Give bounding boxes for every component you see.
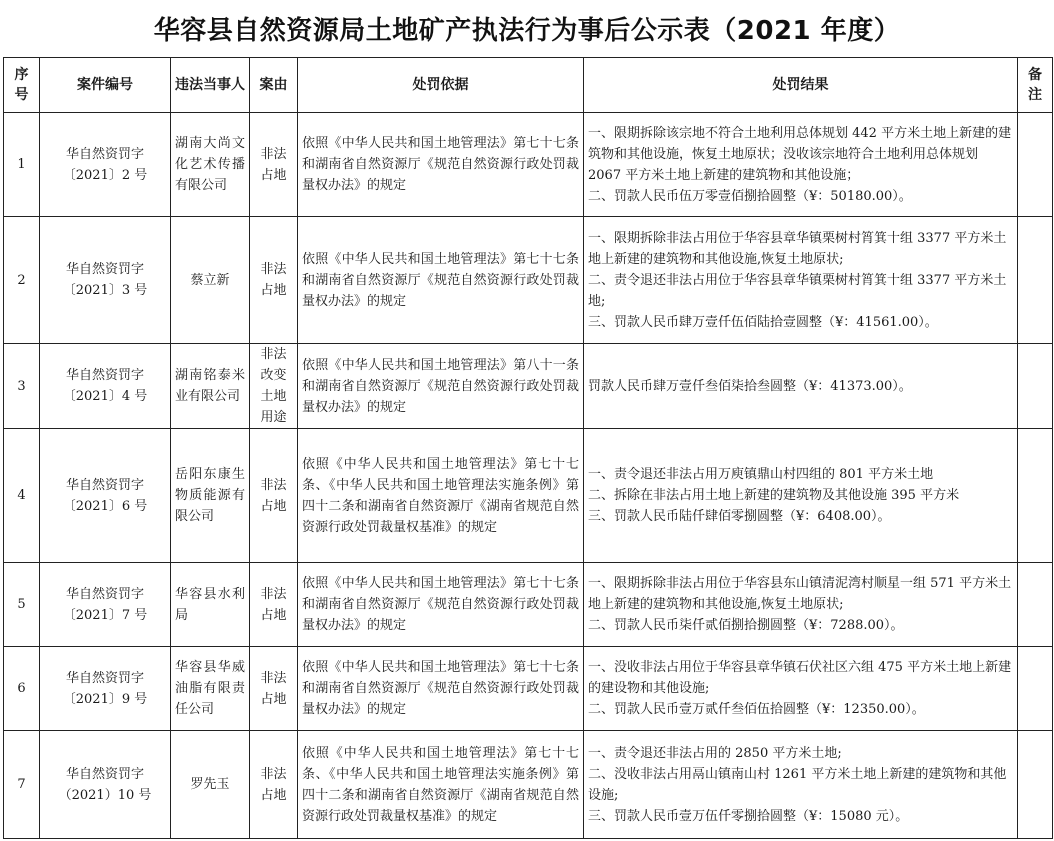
- header-result: 处罚结果: [584, 58, 1018, 113]
- cell-no: 2: [4, 217, 40, 344]
- header-no: 序号: [4, 58, 40, 113]
- cell-remark: [1018, 647, 1053, 731]
- cell-result: [584, 113, 1018, 217]
- cell-no: 5: [4, 563, 40, 647]
- result-line: 二、责令退还非法占用位于华容县章华镇栗树村筲箕十组 3377 平方米土地;: [588, 272, 1007, 309]
- cell-no: 3: [4, 344, 40, 429]
- result-line: 一、限期拆除非法占用位于华容县章华镇栗树村筲箕十组 3377 平方米土地上新建的建筑物和其他设施,恢复土地原状;: [588, 230, 1007, 267]
- result-line: 一、限期拆除该宗地不符合土地利用总体规划 442 平方米土地上新建的建筑物和其他设施，恢复土地原状；没收该宗地符合土地利用总体规划 2067 平方米土地上新建的建筑物和其他设施；: [588, 125, 1012, 183]
- cell-case-no: 华自然资罚字〔2021〕2 号: [40, 113, 171, 217]
- cell-basis: 依照《中华人民共和国土地管理法》第七十七条、《中华人民共和国土地管理法实施条例》第四十二条和湖南省自然资源厅《湖南省规范自然资源行政处罚裁量权基准》的规定: [298, 731, 584, 839]
- header-remark: 备注: [1018, 58, 1053, 113]
- cell-basis: 依照《中华人民共和国土地管理法》第七十七条和湖南省自然资源厅《规范自然资源行政处罚裁量权办法》的规定: [298, 647, 584, 731]
- result-line: 三、罚款人民币陆仟肆佰零捌圆整（¥：6408.00）。: [588, 509, 891, 524]
- table-row: [4, 647, 1053, 731]
- table-row: [4, 429, 1053, 563]
- cell-party: 蔡立新: [171, 217, 250, 344]
- cell-case-no: 华自然资罚字〔2021〕6 号: [40, 429, 171, 563]
- table-row: [4, 217, 1053, 344]
- cell-result: [584, 344, 1018, 429]
- cell-case-no: 华自然资罚字〔2021〕3 号: [40, 217, 171, 344]
- cell-remark: [1018, 113, 1053, 217]
- cell-reason: 非法占地: [250, 217, 298, 344]
- cell-no: 6: [4, 647, 40, 731]
- result-line: 二、罚款人民币壹万贰仟叁佰伍拾圆整（¥：12350.00）。: [588, 702, 925, 717]
- result-line: 二、罚款人民币柒仟贰佰捌拾捌圆整（¥：7288.00）。: [588, 618, 904, 633]
- cell-basis: 依照《中华人民共和国土地管理法》第八十一条和湖南省自然资源厅《规范自然资源行政处罚裁量权办法》的规定: [298, 344, 584, 429]
- header-party: 违法当事人: [171, 58, 250, 113]
- cell-reason: 非法占地: [250, 647, 298, 731]
- cell-basis: 依照《中华人民共和国土地管理法》第七十七条和湖南省自然资源厅《规范自然资源行政处罚裁量权办法》的规定: [298, 113, 584, 217]
- page-title: 华容县自然资源局土地矿产执法行为事后公示表（2021 年度）: [153, 16, 901, 46]
- cell-remark: [1018, 731, 1053, 839]
- cell-basis: 依照《中华人民共和国土地管理法》第七十七条、《中华人民共和国土地管理法实施条例》第四十二条和湖南省自然资源厅《湖南省规范自然资源行政处罚裁量权基准》的规定: [298, 429, 584, 563]
- result-line: 一、责令退还非法占用万庾镇鼎山村四组的 801 平方米土地: [588, 467, 934, 482]
- result-line: 一、责令退还非法占用的 2850 平方米土地;: [588, 745, 842, 761]
- cell-reason: 非法占地: [250, 113, 298, 217]
- cell-reason: 非法占地: [250, 563, 298, 647]
- cell-remark: [1018, 563, 1053, 647]
- cell-case-no: 华自然资罚字〔2021〕7 号: [40, 563, 171, 647]
- result-line: 一、没收非法占用位于华容县章华镇石伏社区六组 475 平方米土地上新建的建设物和其他设施;: [588, 660, 1012, 696]
- header-case-no: 案件编号: [40, 58, 171, 113]
- cell-party: 湖南铭泰米业有限公司: [171, 344, 250, 429]
- cell-case-no: 华自然资罚字〔2021〕4 号: [40, 344, 171, 429]
- cell-case-no: 华自然资罚字（2021）10 号: [40, 731, 171, 839]
- cell-result: [584, 647, 1018, 731]
- cell-basis: 依照《中华人民共和国土地管理法》第七十七条和湖南省自然资源厅《规范自然资源行政处罚裁量权办法》的规定: [298, 217, 584, 344]
- result-line: 二、没收非法占用鬲山镇南山村 1261 平方米土地上新建的建筑物和其他设施;: [588, 766, 1007, 803]
- cell-party: 华容县水利局: [171, 563, 250, 647]
- cell-no: 7: [4, 731, 40, 839]
- cell-party: 湖南大尚文化艺术传播有限公司: [171, 113, 250, 217]
- cell-no: 4: [4, 429, 40, 563]
- cell-result: [584, 217, 1018, 344]
- cell-remark: [1018, 344, 1053, 429]
- result-line: 一、限期拆除非法占用位于华容县东山镇清泥湾村顺星一组 571 平方米土地上新建的建筑物和其他设施,恢复土地原状;: [588, 576, 1012, 612]
- cell-result: [584, 731, 1018, 839]
- header-reason: 案由: [250, 58, 298, 113]
- result-line: 三、罚款人民币壹万伍仟零捌拾圆整（¥：15080 元）。: [588, 808, 909, 824]
- header-basis: 处罚依据: [298, 58, 584, 113]
- cell-case-no: 华自然资罚字〔2021〕9 号: [40, 647, 171, 731]
- cell-reason: 非法改变土地用途: [250, 344, 298, 429]
- cell-party: 华容县华威油脂有限责任公司: [171, 647, 250, 731]
- result-line: 二、拆除在非法占用土地上新建的建筑物及其他设施 395 平方米: [588, 488, 960, 503]
- table-row: [4, 563, 1053, 647]
- table-row: [4, 113, 1053, 217]
- cell-party: 罗先玉: [171, 731, 250, 839]
- header-row: [4, 58, 1053, 113]
- cell-remark: [1018, 429, 1053, 563]
- table-row: [4, 344, 1053, 429]
- cell-no: 1: [4, 113, 40, 217]
- cell-reason: 非法占地: [250, 429, 298, 563]
- cell-reason: 非法占地: [250, 731, 298, 839]
- result-line: 二、罚款人民币伍万零壹佰捌拾圆整（¥：50180.00）。: [588, 188, 912, 204]
- cell-result: [584, 563, 1018, 647]
- cell-basis: 依照《中华人民共和国土地管理法》第七十七条和湖南省自然资源厅《规范自然资源行政处罚裁量权办法》的规定: [298, 563, 584, 647]
- enforcement-table: [3, 57, 1053, 839]
- result-line: 三、罚款人民币肆万壹仟伍佰陆拾壹圆整（¥：41561.00）。: [588, 314, 938, 330]
- result-line: 罚款人民币肆万壹仟叁佰柒拾叁圆整（¥：41373.00）。: [588, 378, 912, 394]
- table-row: [4, 731, 1053, 839]
- cell-remark: [1018, 217, 1053, 344]
- cell-result: [584, 429, 1018, 563]
- cell-party: 岳阳东康生物质能源有限公司: [171, 429, 250, 563]
